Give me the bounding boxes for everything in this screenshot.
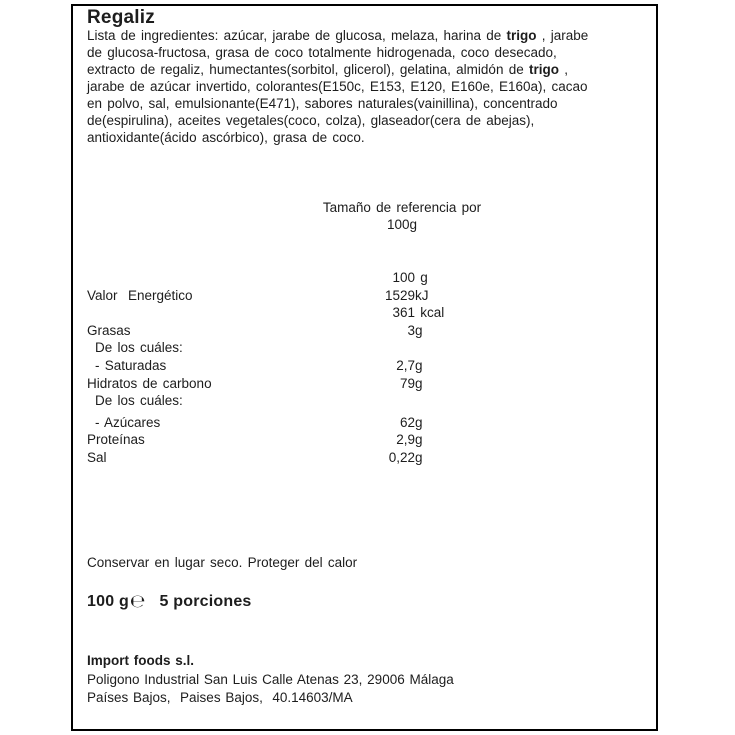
nutrient-unit: g	[415, 322, 423, 338]
nutrient-label: - Azúcares	[95, 414, 161, 430]
ingredients-text: en polvo, sal, emulsionante(E471), sabores naturales(vainillina), concentrado	[87, 96, 558, 111]
nutrient-value: 0,22	[388, 449, 415, 465]
nutrition-table	[87, 269, 485, 467]
nutrient-label: - Saturadas	[95, 357, 167, 373]
nutrient-label: De los cuáles:	[95, 340, 183, 356]
reference-size-line2: 100g	[386, 217, 418, 232]
table-row	[87, 287, 485, 305]
table-row	[87, 449, 485, 467]
nutrient-unit: g	[415, 375, 423, 391]
reference-size-line1: Tamaño de referencia por	[322, 200, 482, 215]
manufacturer-origin: Países Bajos, Paises Bajos, 40.14603/MA	[87, 690, 353, 705]
nutrient-unit: kcal	[415, 305, 445, 321]
manufacturer-name: Import foods s.l.	[87, 653, 195, 668]
nutrient-label: Valor Energético	[87, 287, 193, 303]
manufacturer-block	[87, 652, 647, 708]
nutrient-unit	[415, 339, 485, 357]
nutrient-value: 361	[392, 305, 415, 321]
nutrient-label: Proteínas	[87, 432, 145, 448]
ingredients-text: de glucosa-fructosa, grasa de coco totalmente hidrogenada, coco desecado,	[87, 45, 557, 60]
nutrient-value	[317, 392, 415, 410]
nutrient-value: 3	[407, 322, 415, 338]
nutrient-label	[87, 269, 317, 287]
storage-instructions: Conservar en lugar seco. Proteger del calor	[87, 555, 358, 570]
nutrient-unit: g	[415, 414, 423, 430]
table-row	[87, 269, 485, 287]
nutrient-label	[87, 304, 317, 322]
product-label-box	[71, 4, 658, 731]
ingredients-line	[87, 27, 653, 44]
ingredients-text: jarabe de azúcar invertido, colorantes(E150c, E153, E120, E160e, E160a), cacao	[87, 79, 588, 94]
nutrient-unit	[415, 392, 485, 410]
net-weight: 100 g	[87, 593, 129, 610]
nutrient-value	[317, 339, 415, 357]
table-row	[87, 339, 485, 357]
ingredients-line	[87, 112, 653, 129]
ingredients-list	[87, 27, 653, 146]
table-row	[87, 392, 485, 410]
ingredients-text: ,	[558, 62, 568, 77]
nutrient-value: 79	[399, 375, 415, 391]
ingredients-text: antioxidante(ácido ascórbico), grasa de coco.	[87, 130, 365, 145]
nutrient-value: 1529	[384, 287, 415, 303]
nutrient-unit: g	[415, 432, 423, 448]
nutrient-label: Sal	[87, 449, 107, 465]
product-title: Regaliz	[87, 7, 155, 28]
nutrient-unit: g	[415, 270, 428, 285]
ingredients-text: de(espirulina), aceites vegetales(coco, colza), glaseador(cera de abejas),	[87, 113, 535, 128]
ingredients-line	[87, 78, 653, 95]
nutrient-label: De los cuáles:	[95, 393, 183, 409]
nutrient-value: 2,7	[396, 357, 415, 373]
table-row	[87, 322, 485, 340]
servings-count: 5 porciones	[159, 593, 252, 610]
table-row	[87, 431, 485, 449]
ingredients-text: extracto de regaliz, humectantes(sorbitol, glicerol), gelatina, almidón de	[87, 62, 529, 77]
net-quantity-line	[87, 591, 252, 612]
ingredients-line	[87, 95, 653, 112]
estimated-sign-icon: ℮	[129, 591, 146, 612]
table-row	[87, 414, 485, 432]
ingredients-text: , jarabe	[536, 28, 589, 43]
ingredients-text: Lista de ingredientes: azúcar, jarabe de glucosa, melaza, harina de	[87, 28, 507, 43]
table-row	[87, 357, 485, 375]
reference-size-header	[220, 199, 584, 233]
nutrient-label: Grasas	[87, 322, 131, 338]
allergen-text: trigo	[506, 28, 537, 43]
nutrient-unit: g	[415, 357, 423, 373]
nutrient-unit: g	[415, 449, 423, 465]
nutrient-value: 62	[399, 414, 415, 430]
table-row	[87, 304, 485, 322]
manufacturer-address: Poligono Industrial San Luis Calle Atenas 23, 29006 Málaga	[87, 671, 454, 687]
nutrient-label: Hidratos de carbono	[87, 375, 212, 391]
ingredients-line	[87, 61, 653, 78]
nutrient-unit: kJ	[415, 287, 429, 303]
ingredients-line	[87, 129, 653, 146]
table-row	[87, 375, 485, 393]
nutrient-value: 100	[392, 270, 415, 285]
allergen-text: trigo	[528, 62, 559, 77]
ingredients-line	[87, 44, 653, 61]
nutrient-value: 2,9	[396, 432, 415, 448]
